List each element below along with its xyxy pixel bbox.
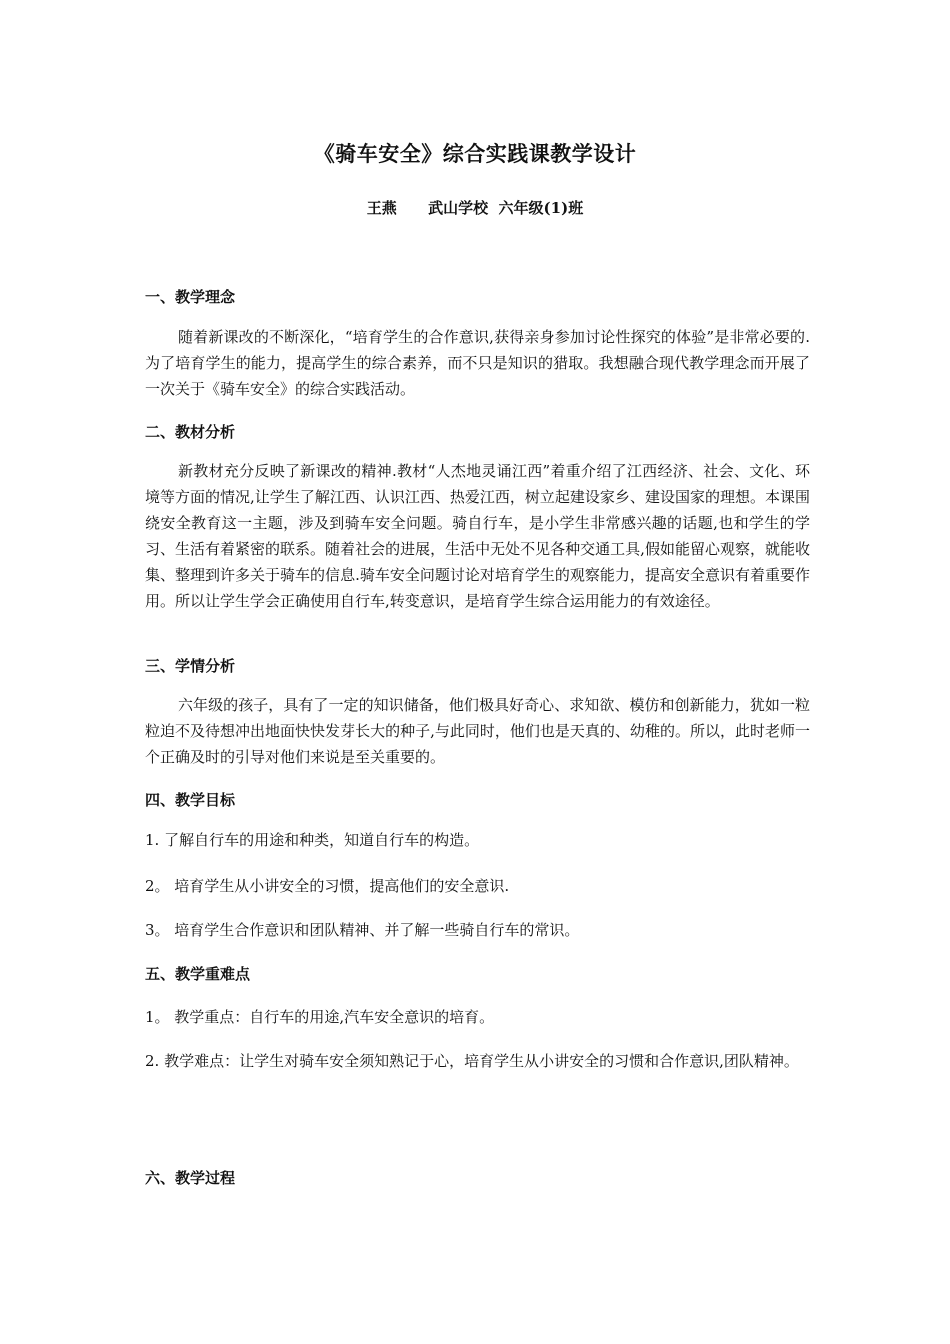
paragraph-teaching-philosophy: 随着新课改的不断深化，“培育学生的合作意识,获得亲身参加讨论性探究的体验”是非常必要的.为了培育学生的能力，提高学生的综合素养，而不只是知识的猎取。我想融合现代教学理念而开展了一次关于《骑车安全》的综合实践活动。 [145,328,810,398]
objective-item-1: 1. 了解自行车的用途和种类，知道自行车的构造。 [145,831,480,849]
objective-item-3: 3。 培育学生合作意识和团队精神、并了解一些骑自行车的常识。 [145,921,580,939]
section-heading-teaching-process: 六、教学过程 [145,1169,236,1187]
document-title: 《骑车安全》综合实践课教学设计 [313,141,637,166]
author-line: 王燕 武山学校 六年级(1)班 [366,199,584,217]
key-point-item-1: 1。 教学重点：自行车的用途,汽车安全意识的培育。 [145,1008,495,1026]
objective-item-2: 2。 培育学生从小讲安全的习惯，提高他们的安全意识. [145,877,510,895]
key-point-item-2: 2. 教学难点：让学生对骑车安全须知熟记于心，培育学生从小讲安全的习惯和合作意识,团队精神。 [145,1052,799,1070]
paragraph-material-analysis: 新教材充分反映了新课改的精神.教材“人杰地灵诵江西”着重介绍了江西经济、社会、文化、环境等方面的情况,让学生了解江西、认识江西、热爱江西，树立起建设家乡、建设国家的理想。本课围绕安全教育这一主题，涉及到骑车安全问题。骑自行车，是小学生非常感兴趣的话题,也和学生的学习、生活有着紧密的联系。随着社会的进展，生活中无处不见各种交通工具,假如能留心观察，就能收集、整理到许多关于骑车的信息.骑车安全问题讨论对培育学生的观察能力，提高安全意识有着重要作用。所以让学生学会正确使用自行车,转变意识，是培育学生综合运用能力的有效途径。 [145,462,810,610]
section-heading-teaching-objectives: 四、教学目标 [145,791,236,809]
section-heading-key-points: 五、教学重难点 [145,965,251,983]
paragraph-student-analysis: 六年级的孩子，具有了一定的知识储备，他们极具好奇心、求知欲、模仿和创新能力，犹如一粒粒迫不及待想冲出地面快快发芽长大的种子,与此同时，他们也是天真的、幼稚的。所以，此时老师一个正确及时的引导对他们来说是至关重要的。 [145,696,810,766]
section-heading-student-analysis: 三、学情分析 [145,657,236,675]
section-heading-material-analysis: 二、教材分析 [145,423,236,441]
section-heading-teaching-philosophy: 一、教学理念 [145,288,236,306]
